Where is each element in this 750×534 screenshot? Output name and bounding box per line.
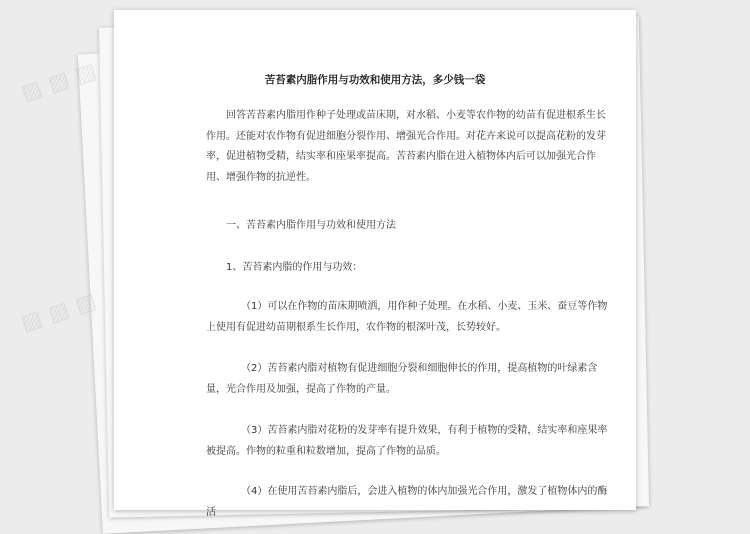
list-item: （2）苦苔素内脂对植物有促进细胞分裂和细胞伸长的作用，提高植物的叶绿素含量，光合作用及加强，提高了作物的产量。	[206, 363, 598, 395]
list-item: （4）在使用苦苔素内脂后，会进入植物的体内加强光合作用，激发了植物体内的酶活	[206, 486, 608, 518]
watermark: ▨ ▨ ▨	[18, 58, 100, 107]
list-item: （1）可以在作物的苗床期喷洒，用作种子处理。在水稻、小麦、玉米、蚕豆等作物上使用有促进幼苗期根系生长作用，农作物的根深叶茂，长势较好。	[206, 301, 608, 333]
list-item: （3）苦苔素内脂对花粉的发芽率有提升效果，有利于植物的受精，结实率和座果率被提高。作物的粒重和粒数增加，提高了作物的品质。	[206, 425, 608, 457]
document-title: 苦苔素内脂作用与功效和使用方法，多少钱一袋	[264, 74, 486, 86]
intro-paragraph: 回答苦苔素内脂用作种子处理或苗床期，对水稻、小麦等农作物的幼苗有促进根系生长作用。还能对农作物有促进细胞分裂作用、增强光合作用。对花卉来说可以提高花粉的发芽率，促进植物受精，结实率和座果率提高。苦苔素内脂在进入植物体内后可以加强光合作用、增强作物的抗逆性。	[206, 110, 606, 183]
watermark: ▨ ▨ ▨	[18, 288, 100, 337]
document-page	[114, 10, 636, 518]
section-heading: 一、苦苔素内脂作用与功效和使用方法	[226, 220, 396, 231]
sub-heading: 1、苦苔素内脂的作用与功效：	[226, 262, 363, 273]
